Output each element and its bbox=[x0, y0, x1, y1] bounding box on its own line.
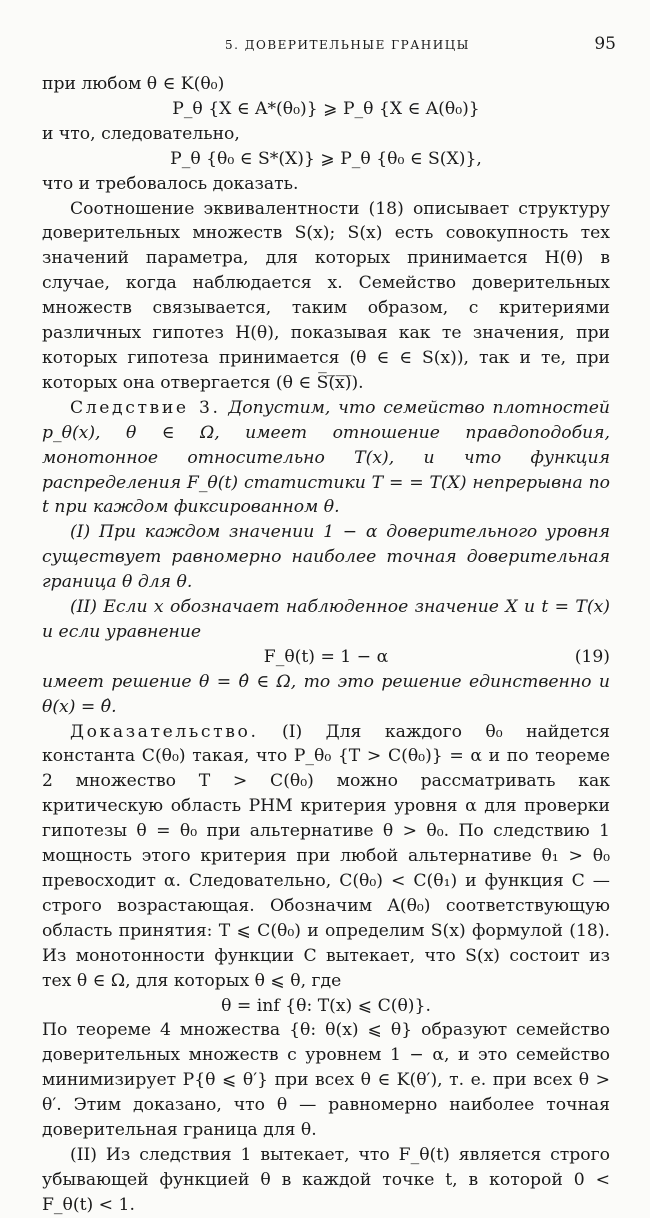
equation-number: (19) bbox=[574, 646, 610, 667]
paragraph-theorem-4: По теореме 4 множества {θ: θ(x) ⩽ θ} образуют семейство доверительных множеств с уровнем 1 − α, и это семейство минимизирует P{θ ⩽ θ′} при всех θ ∈ K(θ′), т. е. при всех θ > θ′. Этим доказано, что θ — равномерно наиболее точная доверительная граница для θ. bbox=[42, 1020, 610, 1141]
part-1-text: (I) При каждом значении 1 − α доверительного уровня существует равномерно наиболее точная доверительная граница θ для θ. bbox=[42, 522, 610, 593]
corollary-label: Следствие 3. bbox=[70, 397, 221, 418]
page-header bbox=[0, 34, 650, 58]
page-body bbox=[42, 72, 610, 1218]
paragraph-part-2 bbox=[42, 595, 610, 645]
paragraph-proof bbox=[42, 720, 610, 994]
running-title: 5. ДОВЕРИТЕЛЬНЫЕ ГРАНИЦЫ bbox=[225, 38, 470, 52]
proof-text: (I) Для каждого θ₀ найдется константа C(θ₀) такая, что P_θ₀ {T > C(θ₀)} = α и по теореме 2 множество T > C(θ₀) можно рассматривать как критическую область РНМ критерия уровня α для проверки гипотезы θ = θ₀ при альтернативе θ > θ₀. По следствию 1 мощность этого критерия при любой альтернативе θ₁ > θ₀ превосходит α. Следовательно, C(θ₀) < C(θ₁) и функция C — строго возрастающая. Обозначим A(θ₀) соответствующую область принятия: T ⩽ C(θ₀) и определим S(x) формулой (18). Из монотонности функции C вытекает, что S(x) состоит из тех θ ∈ Ω, для которых θ ⩽ θ, где bbox=[42, 721, 610, 991]
paragraph-corollary bbox=[42, 396, 610, 521]
corollary-text: Допустим, что семейство плотностей p_θ(x), θ ∈ Ω, имеет отношение правдоподобия, монотонное относительно T(x), и что функция распределения F_θ(t) статистики T = = T(X) непрерывна по t при каждом фиксированном θ. bbox=[42, 397, 610, 518]
paragraph-part-1 bbox=[42, 520, 610, 595]
paragraph-equivalence: Соотношение эквивалентности (18) описывает структуру доверительных множеств S(x); S(x) есть совокупность тех значений параметра, для которых принимается H(θ) в случае, когда наблюдается x. Семейство доверительных множеств связывается, таким образом, с критериями различных гипотез H(θ), показывая как те значения, при которых гипотеза принимается (θ ∈ ∈ S(x)), так и те, при которых она отвергается (θ ∈ S̅(̅x̅)̅). bbox=[42, 198, 610, 393]
paragraph-part-2-proof: (II) Из следствия 1 вытекает, что F_θ(t) является строго убывающей функцией θ в каждой точке t, в которой 0 < F_θ(t) < 1. bbox=[42, 1144, 610, 1215]
formula: P_θ {X ∈ A*(θ₀)} ⩾ P_θ {X ∈ A(θ₀)} bbox=[172, 98, 480, 119]
text-line: и что, следовательно, bbox=[42, 123, 240, 144]
formula: P_θ {θ₀ ∈ S*(X)} ⩾ P_θ {θ₀ ∈ S(X)}, bbox=[170, 148, 482, 169]
equation-19 bbox=[42, 645, 610, 670]
paragraph-part-2-end bbox=[42, 670, 610, 720]
page-number: 95 bbox=[594, 34, 616, 54]
formula: F_θ(t) = 1 − α bbox=[263, 646, 389, 667]
proof-label: Доказательство. bbox=[70, 721, 259, 742]
text-line: что и требовалось доказать. bbox=[42, 173, 299, 194]
part-2-text: (II) Если x обозначает наблюденное значение X и t = T(x) и если уравнение bbox=[42, 597, 610, 642]
formula: θ = inf {θ: T(x) ⩽ C(θ)}. bbox=[221, 995, 431, 1016]
part-2-end-text: имеет решение θ = θ̂ ∈ Ω, то это решение единственно и θ(x) = θ̂. bbox=[42, 671, 610, 717]
text-line: при любом θ ∈ K(θ₀) bbox=[42, 74, 225, 94]
